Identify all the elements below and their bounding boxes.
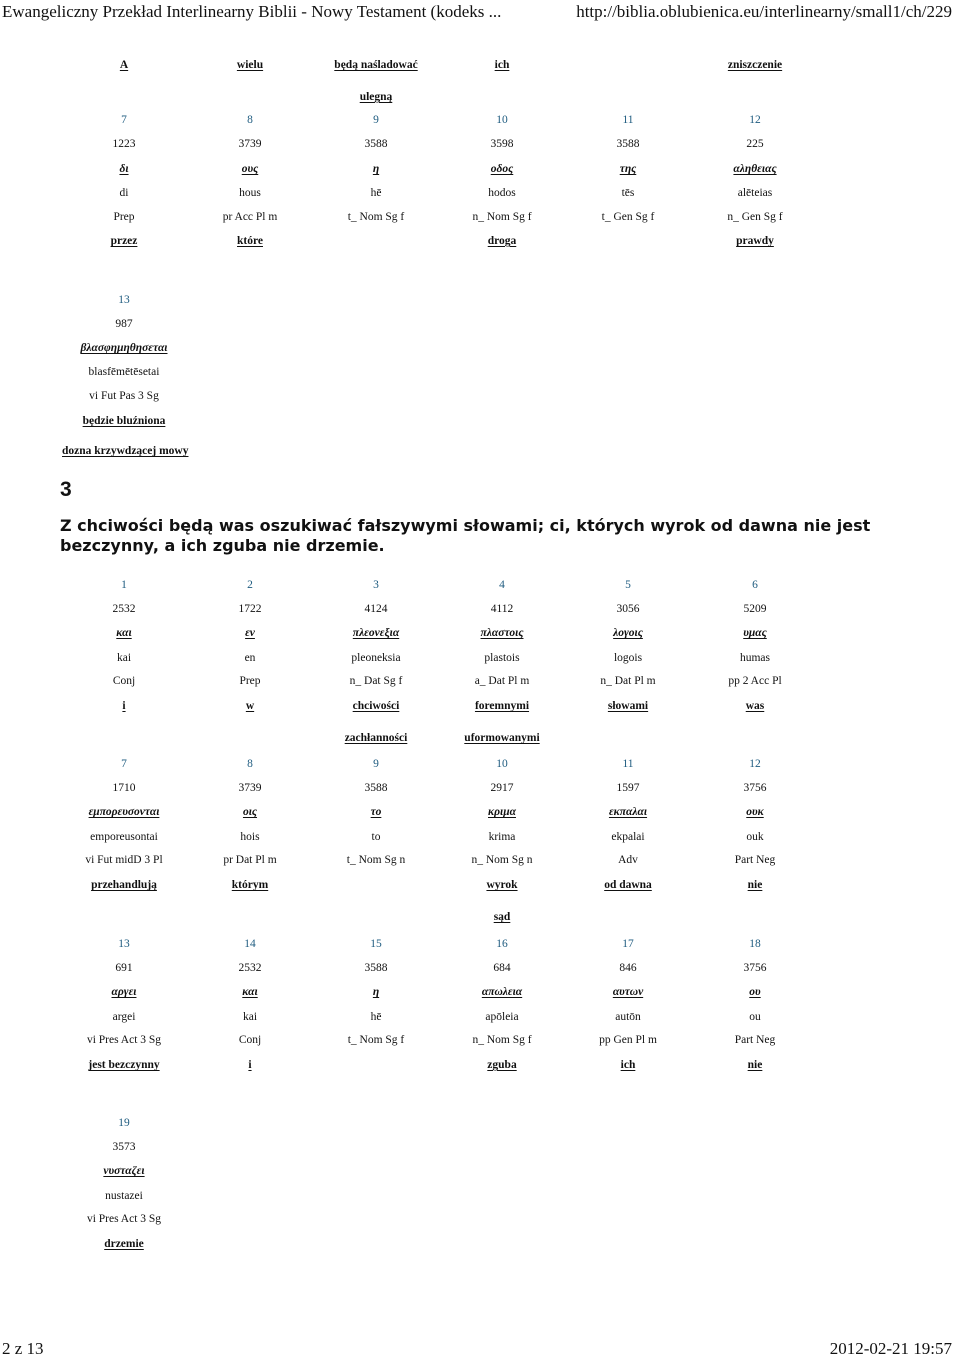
morph-row-cell: pr Acc Pl m xyxy=(222,211,278,223)
greek-row xyxy=(0,625,960,641)
last-word-strong[interactable]: 987 xyxy=(115,318,133,330)
greek-row-cell[interactable]: αληθειας xyxy=(733,163,777,175)
top-words-row-cell[interactable]: ich xyxy=(494,59,510,71)
strong-row-cell[interactable]: 2532 xyxy=(112,603,136,615)
last-word-greek[interactable]: βλασφημηθησεται xyxy=(80,342,168,354)
strong-row-cell[interactable]: 4112 xyxy=(490,603,514,615)
translit-row xyxy=(0,829,960,845)
greek-row-cell[interactable]: δι xyxy=(119,163,129,175)
last-word-greek-row xyxy=(0,340,960,356)
last-word-polish-row xyxy=(0,413,960,429)
polish-row-cell[interactable]: nie xyxy=(747,1059,763,1071)
polish-row-cell[interactable]: słowami xyxy=(607,700,649,712)
number-row-cell: 16 xyxy=(496,938,508,950)
morph-row-cell: vi Pres Act 3 Sg xyxy=(86,1213,162,1225)
strong-row-cell[interactable]: 3588 xyxy=(616,138,640,150)
alt-words-row-cell[interactable]: ulegną xyxy=(359,91,393,103)
number-row xyxy=(0,1115,960,1131)
translit-row-cell: to xyxy=(371,831,381,843)
polish-row-cell[interactable]: prawdy xyxy=(736,235,774,247)
polish-row xyxy=(0,877,960,893)
translit-row-cell: krima xyxy=(488,831,516,843)
number-row-cell: 5 xyxy=(625,579,631,591)
polish-row-cell[interactable]: zguba xyxy=(487,1059,517,1071)
strong-row-cell[interactable]: 3756 xyxy=(743,962,767,974)
number-row-cell: 10 xyxy=(496,114,508,126)
strong-row-cell[interactable]: 3588 xyxy=(364,782,388,794)
translit-row xyxy=(0,650,960,666)
morph-row-cell: pr Dat Pl m xyxy=(223,854,277,866)
polish-row xyxy=(0,233,960,249)
number-row xyxy=(0,577,960,593)
top-words-row-cell[interactable]: zniszczenie xyxy=(727,59,783,71)
strong-row xyxy=(0,601,960,617)
strong-row xyxy=(0,960,960,976)
greek-row-cell[interactable]: ουκ xyxy=(746,806,764,818)
number-row-cell: 7 xyxy=(121,758,127,770)
strong-row-cell[interactable]: 3588 xyxy=(364,962,388,974)
strong-row-cell[interactable]: 3739 xyxy=(238,138,262,150)
top-words-row xyxy=(0,57,960,73)
strong-row-cell[interactable]: 3056 xyxy=(616,603,640,615)
polish-row-cell[interactable]: od dawna xyxy=(604,879,652,891)
strong-row-cell[interactable]: 3598 xyxy=(490,138,514,150)
strong-row-cell[interactable]: 691 xyxy=(115,962,133,974)
morph-row-cell: t_ Nom Sg f xyxy=(347,211,405,223)
translit-row-cell: hous xyxy=(239,187,261,199)
number-row-cell: 9 xyxy=(373,114,379,126)
translit-row-cell: hois xyxy=(240,831,260,843)
greek-row-cell[interactable]: απωλεια xyxy=(481,986,523,998)
greek-row xyxy=(0,161,960,177)
polish-row-cell[interactable]: jest bezczynny xyxy=(88,1059,160,1071)
translit-row xyxy=(0,1188,960,1204)
number-row-cell: 14 xyxy=(244,938,256,950)
morph-row-cell: Conj xyxy=(238,1034,262,1046)
morph-row xyxy=(0,852,960,868)
greek-row-cell[interactable]: πλαστοις xyxy=(480,627,524,639)
translit-row xyxy=(0,1009,960,1025)
translit-row-cell: emporeusontai xyxy=(90,831,158,843)
greek-row-cell[interactable]: οδος xyxy=(490,163,514,175)
translit-row-cell: plastois xyxy=(484,652,520,664)
morph-row xyxy=(0,209,960,225)
morph-row-cell: vi Fut midD 3 Pl xyxy=(85,854,163,866)
translit-row-cell: en xyxy=(244,652,256,664)
number-row-cell: 12 xyxy=(749,114,761,126)
polish-row-cell[interactable]: przehandlują xyxy=(91,879,157,891)
polish-row-cell[interactable]: nie xyxy=(747,879,763,891)
morph-row-cell: Conj xyxy=(112,675,136,687)
number-row-cell: 9 xyxy=(373,758,379,770)
morph-row-cell: n_ Gen Sg f xyxy=(727,211,783,223)
polish-row-cell[interactable]: ich xyxy=(620,1059,636,1071)
page-header-url[interactable]: http://biblia.oblubienica.eu/interlinearny/small1/ch/229 xyxy=(576,2,952,21)
morph-row-cell: pp Gen Pl m xyxy=(599,1034,657,1046)
greek-row-cell[interactable]: εκπαλαι xyxy=(608,806,648,818)
greek-row xyxy=(0,1163,960,1179)
number-row xyxy=(0,756,960,772)
strong-row-cell[interactable]: 3588 xyxy=(364,138,388,150)
morph-row-cell: n_ Nom Sg f xyxy=(472,211,532,223)
top-words-row-cell[interactable]: wielu xyxy=(236,59,264,71)
strong-row-cell[interactable]: 1710 xyxy=(112,782,136,794)
polish-row xyxy=(0,1236,960,1252)
last-word-strong-row xyxy=(0,316,960,332)
verse-number: 3 xyxy=(60,478,72,501)
alt-words-row xyxy=(0,730,960,746)
polish-row-cell[interactable]: wyrok xyxy=(486,879,518,891)
greek-row-cell[interactable]: αυτων xyxy=(612,986,644,998)
number-row-cell: 17 xyxy=(622,938,634,950)
top-words-row-cell[interactable]: A xyxy=(119,59,129,71)
strong-row xyxy=(0,780,960,796)
morph-row-cell: t_ Nom Sg f xyxy=(347,1034,405,1046)
strong-row-cell[interactable]: 2532 xyxy=(238,962,262,974)
translit-row-cell: di xyxy=(119,187,129,199)
number-row-cell: 3 xyxy=(373,579,379,591)
strong-row-cell[interactable]: 684 xyxy=(493,962,511,974)
greek-row-cell[interactable]: υμας xyxy=(743,627,767,639)
translit-row-cell: ekpalai xyxy=(611,831,645,843)
morph-row xyxy=(0,1032,960,1048)
top-words-row-cell[interactable]: będą naśladować xyxy=(334,59,418,71)
number-row-cell: 11 xyxy=(622,114,634,126)
strong-row-cell[interactable]: 1722 xyxy=(238,603,262,615)
alt-words-row xyxy=(0,89,960,105)
page-header-title: Ewangeliczny Przekład Interlinearny Biblii - Nowy Testament (kodeks ... xyxy=(2,2,502,21)
strong-row-cell[interactable]: 1597 xyxy=(616,782,640,794)
greek-row-cell[interactable]: εν xyxy=(245,627,255,639)
morph-row xyxy=(0,1211,960,1227)
translit-row-cell: pleoneksia xyxy=(351,652,401,664)
strong-row-cell[interactable]: 225 xyxy=(746,138,764,150)
browser-print-header xyxy=(0,0,960,28)
polish-row xyxy=(0,1057,960,1073)
greek-row-cell[interactable]: οις xyxy=(242,806,258,818)
strong-row xyxy=(0,136,960,152)
morph-row-cell: Part Neg xyxy=(734,1034,776,1046)
strong-row-cell[interactable]: 3739 xyxy=(238,782,262,794)
last-word-translit-row xyxy=(0,364,960,380)
number-row-cell: 7 xyxy=(121,114,127,126)
last-word-morph: vi Fut Pas 3 Sg xyxy=(89,390,159,402)
greek-row-cell[interactable]: αργει xyxy=(111,986,137,998)
number-row-cell: 18 xyxy=(749,938,761,950)
number-row-cell: 8 xyxy=(247,114,253,126)
greek-row-cell[interactable]: ους xyxy=(241,163,259,175)
number-row-cell: 10 xyxy=(496,758,508,770)
morph-row-cell: Prep xyxy=(239,675,261,687)
strong-row xyxy=(0,1139,960,1155)
polish-row-cell[interactable]: w xyxy=(245,700,255,712)
translit-row-cell: hē xyxy=(370,1011,382,1023)
strong-row-cell[interactable]: 3756 xyxy=(743,782,767,794)
number-row xyxy=(0,936,960,952)
translit-row-cell: kai xyxy=(116,652,132,664)
polish-row-cell[interactable]: was xyxy=(745,700,765,712)
greek-row-cell[interactable]: ου xyxy=(749,986,761,998)
translit-row-cell: apōleia xyxy=(485,1011,519,1023)
alt-words-row xyxy=(0,909,960,925)
translit-row-cell: hē xyxy=(370,187,382,199)
morph-row xyxy=(0,673,960,689)
translit-row-cell: tēs xyxy=(621,187,635,199)
last-word-translit: blasfēmētēsetai xyxy=(88,366,160,378)
translit-row-cell: logois xyxy=(613,652,643,664)
number-row-cell: 6 xyxy=(752,579,758,591)
number-row-cell: 13 xyxy=(118,938,130,950)
morph-row-cell: pp 2 Acc Pl xyxy=(728,675,782,687)
alt-words-row-cell[interactable]: uformowanymi xyxy=(464,732,540,744)
page-counter: 2 z 13 xyxy=(2,1339,44,1358)
polish-row-cell[interactable]: i xyxy=(248,1059,252,1071)
morph-row-cell: Part Neg xyxy=(734,854,776,866)
last-word-morph-row xyxy=(0,388,960,404)
greek-row xyxy=(0,804,960,820)
polish-row-cell[interactable]: które xyxy=(237,235,263,247)
strong-row-cell[interactable]: 4124 xyxy=(364,603,388,615)
last-word-num: 13 xyxy=(118,294,130,306)
number-row-cell: 19 xyxy=(118,1117,130,1129)
morph-row-cell: vi Pres Act 3 Sg xyxy=(86,1034,162,1046)
polish-row-cell[interactable]: drzemie xyxy=(104,1238,144,1250)
last-word-num-row xyxy=(0,292,960,308)
translit-row xyxy=(0,185,960,201)
morph-row-cell: n_ Dat Sg f xyxy=(349,675,403,687)
alt-words-row-cell[interactable]: sąd xyxy=(493,911,511,923)
translit-row-cell: alēteias xyxy=(737,187,773,199)
number-row-cell: 2 xyxy=(247,579,253,591)
strong-row-cell[interactable]: 3573 xyxy=(112,1141,136,1153)
greek-row-cell[interactable]: νυσταζει xyxy=(103,1165,145,1177)
translit-row-cell: nustazei xyxy=(105,1190,143,1202)
number-row-cell: 12 xyxy=(749,758,761,770)
greek-row-cell[interactable]: το xyxy=(370,806,382,818)
number-row xyxy=(0,112,960,128)
number-row-cell: 11 xyxy=(622,758,634,770)
translit-row-cell: ouk xyxy=(746,831,764,843)
polish-row xyxy=(0,698,960,714)
translit-row-cell: humas xyxy=(739,652,771,664)
greek-row-cell[interactable]: πλεονεξια xyxy=(352,627,400,639)
translit-row-cell: kai xyxy=(242,1011,258,1023)
greek-row-cell[interactable]: και xyxy=(242,986,258,998)
translit-row-cell: ou xyxy=(749,1011,761,1023)
morph-row-cell: n_ Dat Pl m xyxy=(600,675,656,687)
greek-row-cell[interactable]: κριμα xyxy=(488,806,516,818)
greek-row-cell[interactable]: εμπορευσονται xyxy=(88,806,160,818)
greek-row-cell[interactable]: η xyxy=(372,163,380,175)
morph-row-cell: t_ Gen Sg f xyxy=(601,211,655,223)
translit-row-cell: argei xyxy=(112,1011,136,1023)
last-word-polish[interactable]: będzie bluźniona xyxy=(82,415,166,427)
greek-row-cell[interactable]: λογοις xyxy=(613,627,643,639)
polish-row-cell[interactable]: przez xyxy=(110,235,138,247)
polish-row-cell[interactable]: chciwości xyxy=(352,700,400,712)
translit-row-cell: autōn xyxy=(615,1011,641,1023)
polish-row-cell[interactable]: droga xyxy=(487,235,517,247)
verse-text: Z chciwości będą was oszukiwać fałszywymi słowami; ci, których wyrok od dawna nie jest bezczynny, a ich zguba nie drzemie. xyxy=(60,516,871,555)
morph-row-cell: Adv xyxy=(618,854,638,866)
strong-row-cell[interactable]: 5209 xyxy=(743,603,767,615)
greek-row-cell[interactable]: της xyxy=(619,163,637,175)
greek-row xyxy=(0,984,960,1000)
number-row-cell: 4 xyxy=(499,579,505,591)
morph-row-cell: Prep xyxy=(113,211,135,223)
translit-row-cell: hodos xyxy=(488,187,516,199)
morph-row-cell: n_ Nom Sg n xyxy=(471,854,533,866)
alternate-translation[interactable]: dozna krzywdzącej mowy xyxy=(62,445,189,457)
polish-row-cell[interactable]: i xyxy=(122,700,126,712)
number-row-cell: 15 xyxy=(370,938,382,950)
alt-words-row-cell[interactable]: zachłanności xyxy=(344,732,408,744)
strong-row-cell[interactable]: 846 xyxy=(619,962,637,974)
number-row-cell: 1 xyxy=(121,579,127,591)
morph-row-cell: n_ Nom Sg f xyxy=(472,1034,532,1046)
strong-row-cell[interactable]: 2917 xyxy=(490,782,514,794)
greek-row-cell[interactable]: η xyxy=(372,986,380,998)
polish-row-cell[interactable]: foremnymi xyxy=(474,700,530,712)
strong-row-cell[interactable]: 1223 xyxy=(112,138,136,150)
morph-row-cell: a_ Dat Pl m xyxy=(474,675,530,687)
morph-row-cell: t_ Nom Sg n xyxy=(346,854,406,866)
greek-row-cell[interactable]: και xyxy=(116,627,132,639)
print-datetime: 2012-02-21 19:57 xyxy=(829,1339,952,1358)
number-row-cell: 8 xyxy=(247,758,253,770)
polish-row-cell[interactable]: którym xyxy=(231,879,269,891)
